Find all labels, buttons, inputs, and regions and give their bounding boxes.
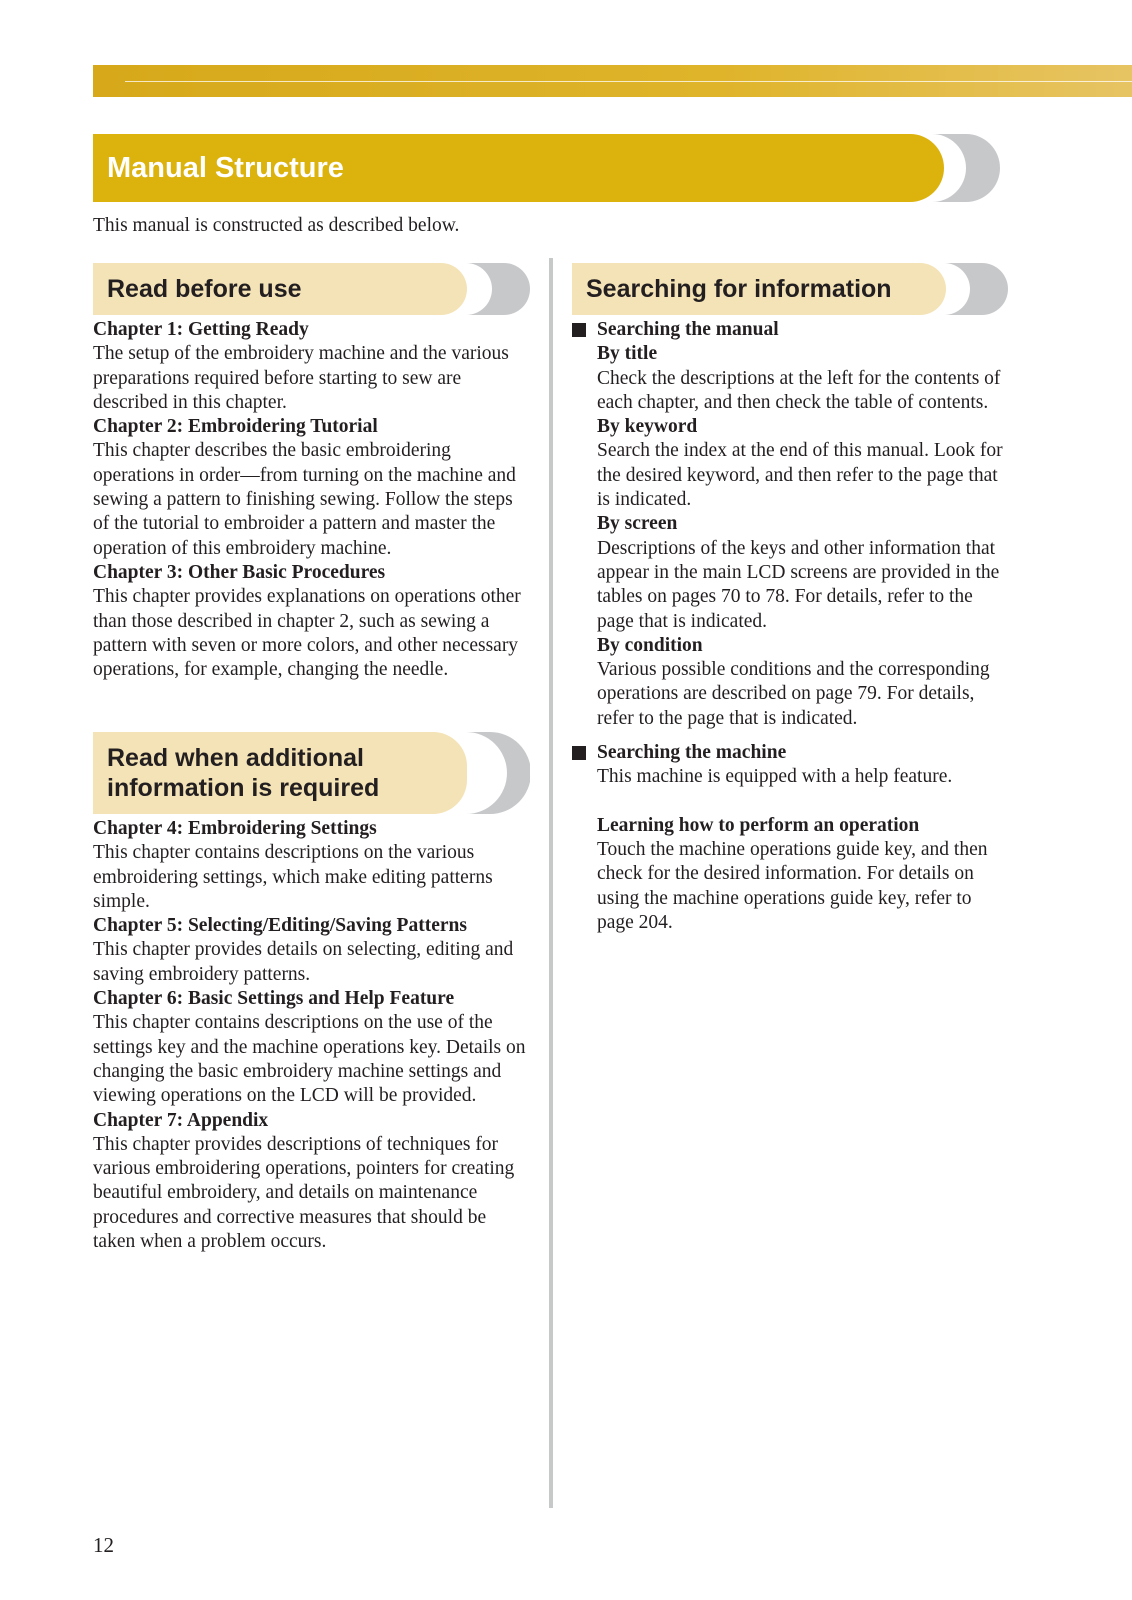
search-manual-block <box>572 318 1012 731</box>
search-method-title: By title <box>597 343 658 365</box>
chapter-title: Chapter 3: Other Basic Procedures <box>93 561 386 583</box>
search-method-text: Check the descriptions at the left for the contents of each chapter, and then check the table of contents. <box>597 367 1001 413</box>
search-method-title: By condition <box>597 634 703 656</box>
learning-operation-text: Touch the machine operations guide key, and then check for the desired information. For details on using the machine operations guide key, refer to page 204. <box>597 838 988 933</box>
search-method <box>597 415 1012 512</box>
chevron-decoration-icon <box>944 263 1008 315</box>
chapter-list-basic <box>93 318 533 682</box>
search-method-text: Various possible conditions and the corresponding operations are described on page 79. For details, refer to the page that is indicated. <box>597 659 990 729</box>
search-method-title: By keyword <box>597 416 698 438</box>
spacer <box>597 790 1012 814</box>
section-heading-searching <box>572 263 946 315</box>
search-machine-text: This machine is equipped with a help feature. <box>597 766 953 788</box>
search-method <box>597 342 1012 415</box>
chapter-title: Chapter 4: Embroidering Settings <box>93 818 377 839</box>
chapter-list-additional <box>93 817 533 1254</box>
search-machine-label: Searching the machine <box>597 742 787 764</box>
chevron-decoration-icon <box>932 134 1002 202</box>
page-title: Manual Structure <box>93 134 944 202</box>
intro-text: This manual is constructed as described below. <box>93 215 460 236</box>
section-heading-read-when-required <box>93 732 467 814</box>
chapter-entry <box>93 415 533 561</box>
chapter-description: This chapter provides descriptions of techniques for various embroidering operations, pointers for creating beautiful embroidery, and details on maintenance procedures and corrective measures that should be taken when a problem occurs. <box>93 1133 515 1253</box>
section-heading-label: Searching for information <box>586 275 892 303</box>
chevron-decoration-icon <box>466 263 530 315</box>
search-machine-block <box>572 741 1012 935</box>
chapter-entry <box>93 561 533 682</box>
search-method <box>597 512 1012 633</box>
chapter-entry <box>93 914 533 987</box>
square-bullet-icon <box>572 323 586 337</box>
chapter-title: Chapter 5: Selecting/Editing/Saving Patterns <box>93 915 467 937</box>
chapter-description: This chapter provides details on selecting, editing and saving embroidery patterns. <box>93 939 514 985</box>
chapter-description: This chapter provides explanations on operations other than those described in chapter 2, such as sewing a pattern with seven or more colors, and other necessary operations, for example, changing the needle. <box>93 586 521 681</box>
chapter-description: The setup of the embroidery machine and the various preparations required before starting to sew are described in this chapter. <box>93 343 509 413</box>
search-manual-label: Searching the manual <box>597 319 779 340</box>
chapter-title: Chapter 2: Embroidering Tutorial <box>93 416 378 438</box>
chapter-description: This chapter contains descriptions on the use of the settings key and the machine operations key. Details on changing the basic embroidery machine settings and viewing operations on the LCD will be provided. <box>93 1012 526 1107</box>
chevron-decoration-icon <box>466 732 530 814</box>
learning-operation-title: Learning how to perform an operation <box>597 814 920 836</box>
chapter-entry <box>93 987 533 1108</box>
chapter-title: Chapter 7: Appendix <box>93 1109 269 1131</box>
top-band-line <box>125 81 1132 82</box>
search-method <box>597 634 1012 731</box>
search-method-title: By screen <box>597 513 678 535</box>
search-info-content <box>572 318 1012 935</box>
section-heading-label-line-2: information is required <box>107 774 380 802</box>
search-method-text: Search the index at the end of this manual. Look for the desired keyword, and then refer to the page that is indicated. <box>597 440 1003 511</box>
chapter-title: Chapter 1: Getting Ready <box>93 319 309 340</box>
section-heading-label-line-1: Read when additional <box>107 744 364 772</box>
section-heading-read-before-use <box>93 263 467 315</box>
page-number: 12 <box>93 1533 114 1557</box>
chapter-entry <box>93 1109 533 1255</box>
spacer <box>572 731 1012 741</box>
search-method-text: Descriptions of the keys and other information that appear in the main LCD screens are provided in the tables on pages 70 to 78. For details, refer to the page that is indicated. <box>597 537 1000 632</box>
chapter-title: Chapter 6: Basic Settings and Help Feature <box>93 988 455 1010</box>
chapter-entry <box>93 817 533 914</box>
chapter-description: This chapter describes the basic embroidering operations in order—from turning on the machine and sewing a pattern to finishing sewing. Follow the steps of the tutorial to embroider a pattern and master the operation of this embroidery machine. <box>93 440 516 559</box>
chapter-entry <box>93 318 533 415</box>
square-bullet-icon <box>572 746 586 760</box>
column-divider <box>549 258 553 1508</box>
chapter-description: This chapter contains descriptions on the various embroidering settings, which make editing patterns simple. <box>93 842 493 912</box>
section-heading-label: Read before use <box>107 275 302 303</box>
